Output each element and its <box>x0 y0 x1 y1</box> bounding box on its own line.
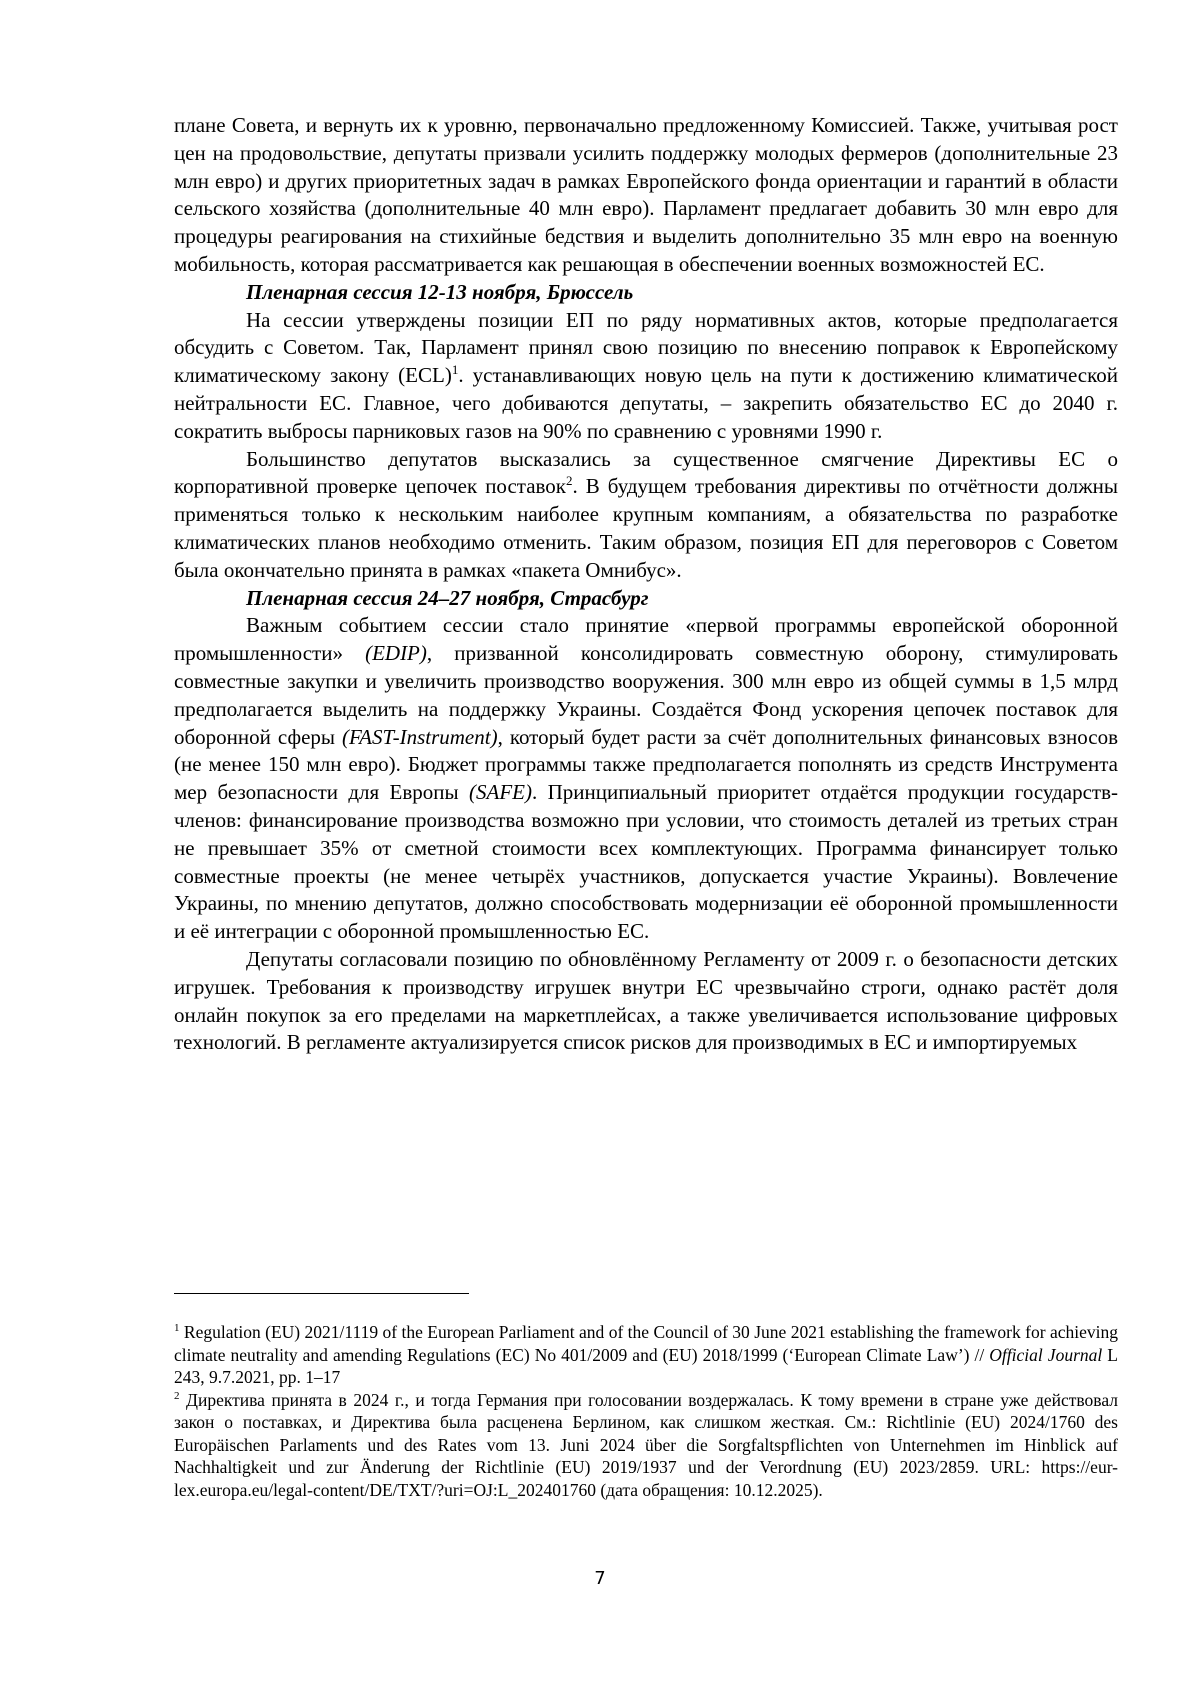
paragraph-climate-law-text-cont: . устанавливающих новую цель на пути к достижению климатической нейтральности ЕС. Главное, чего добиваются депутаты, – закрепить обязательство ЕС до 2040 г. сократить выбросы парниковых газов на 90% по сравнению с уровнями 1990 г. <box>174 363 1118 443</box>
paragraph-supply-chain-text-cont: . В будущем требования директивы по отчётности должны применяться только к нескольким наиболее крупным компаниям, а обязательства по разработке климатических планов необходимо отменить. Таким образом, позиция ЕП для переговоров с Советом была окончательно принята в рамках «пакета Омнибус». <box>174 474 1118 582</box>
footnotes <box>174 1321 1118 1501</box>
heading-plenary-brussels: Пленарная сессия 12-13 ноября, Брюссель <box>246 279 634 304</box>
page-number: 7 <box>594 1568 606 1589</box>
footnote-1-text: Regulation (EU) 2021/1119 of the European Parliament and of the Council of 30 June 2021 establishing the framework for achieving climate neutrality and amending Regulations (EC) No 401/2009 and (EU) 2018/1999 (‘European Climate Law’) // <box>174 1322 1118 1365</box>
footnote-1-journal: Official Journal <box>989 1344 1103 1365</box>
heading-plenary-strasbourg: Пленарная сессия 24–27 ноября, Страсбург <box>246 585 649 610</box>
footnote-ref-1[interactable]: 1 <box>451 362 459 378</box>
paragraph-defence-text-3: , который будет расти за счёт дополнительных финансовых взносов (не менее 150 млн евро). Бюджет программы также предполагается пополнять из средств Инструмента мер безопасности для Европы <box>174 724 1118 805</box>
paragraph-supply-chain-directive <box>174 446 1118 585</box>
paragraph-eu-budget: плане Совета, и вернуть их к уровню, первоначально предложенному Комиссией. Также, учитывая рост цен на продовольствие, депутаты призвали усилить поддержку молодых фермеров (дополнительные 23 млн евро) и других приоритетных задач в рамках Европейского фонда ориентации и гарантий в области сельского хозяйства (дополнительные 40 млн евро). Парламент предлагает добавить 30 млн евро для процедуры реагирования на стихийные бедствия и выделить дополнительно 35 млн евро на военную мобильность, которая рассматривается как решающая в обеспечении военных возможностей ЕС. <box>174 113 1118 276</box>
footnote-1-text-cont: L 243, 9.7.2021, pp. 1–17 <box>174 1344 1118 1387</box>
paragraph-defence-programme <box>174 612 1118 946</box>
body-text <box>174 112 1118 1057</box>
paragraph-defence-text-2: , призванной консолидировать совместную оборону, стимулировать совместные закупки и увеличить производство вооружения. 300 млн евро из общей суммы в 1,5 млрд предполагается выделить на поддержку Украины. Создаётся Фонд ускорения цепочек поставок для оборонной сферы <box>174 641 1118 749</box>
paragraph-supply-chain-text: Большинство депутатов высказались за существенное смягчение Директивы ЕС о корпоративной проверке цепочек поставок <box>174 446 1118 499</box>
paragraph-defence-text-4: . Принципиальный приоритет отдаётся продукции государств-членов: финансирование производства возможно при условии, что стоимость деталей из третьих стран не превышает 35% от сметной стоимости всех комплектующих. Программа финансирует только совместные проекты (не менее четырёх участников, допускается участие Украины). Вовлечение Украины, по мнению депутатов, должно способствовать модернизации её оборонной промышленности и её интеграции с оборонной промышленностью ЕС. <box>174 780 1119 944</box>
fast-instrument-term: (FAST-Instrument) <box>342 724 498 749</box>
paragraph-climate-law <box>174 307 1118 446</box>
footnote-2 <box>174 1389 1118 1502</box>
edip-term: (EDIP) <box>365 641 427 666</box>
footnote-ref-2[interactable]: 2 <box>566 473 573 489</box>
footnote-2-text: Директива принята в 2024 г., и тогда Германия при голосовании воздержалась. К тому времени в стране уже действовал закон о поставках, и Директива была расценена Берлином, как слишком жесткая. См.: Richtlinie (EU) 2024/1760 des Europäischen Parlaments und des Rates vom 13. Juni 2024 über die Sorgfaltspflichten von Unternehmen im Hinblick auf Nachhaltigkeit und zur Änderung der Richtlinie (EU) 2019/1937 und der Verordnung (EU) 2023/2859. URL: https://eur-lex.europa.eu/legal-content/DE/TXT/?uri=OJ:L_202401760 (дата обращения: 10.12.2025). <box>174 1389 1118 1500</box>
paragraph-climate-law-text: На сессии утверждены позиции ЕП по ряду нормативных актов, которые предполагается обсудить с Советом. Так, Парламент принял свою позицию по внесению поправок к Европейскому климатическому закону (ECL) <box>174 307 1118 388</box>
footnote-1-mark: 1 <box>174 1322 180 1335</box>
footnote-1 <box>174 1321 1118 1389</box>
footnote-separator <box>174 1293 469 1294</box>
safe-term: (SAFE) <box>469 780 532 805</box>
paragraph-defence-text: Важным событием сессии стало принятие «первой программы европейской оборонной промышленности» <box>174 613 1118 666</box>
paragraph-toy-safety: Депутаты согласовали позицию по обновлённому Регламенту от 2009 г. о безопасности детских игрушек. Требования к производству игрушек внутри ЕС чрезвычайно строги, однако растёт доля онлайн покупок за его пределами на маркетплейсах, а также увеличивается использование цифровых технологий. В регламенте актуализируется список рисков для производимых в ЕС и импортируемых <box>174 946 1118 1055</box>
footnote-2-mark: 2 <box>174 1389 180 1402</box>
